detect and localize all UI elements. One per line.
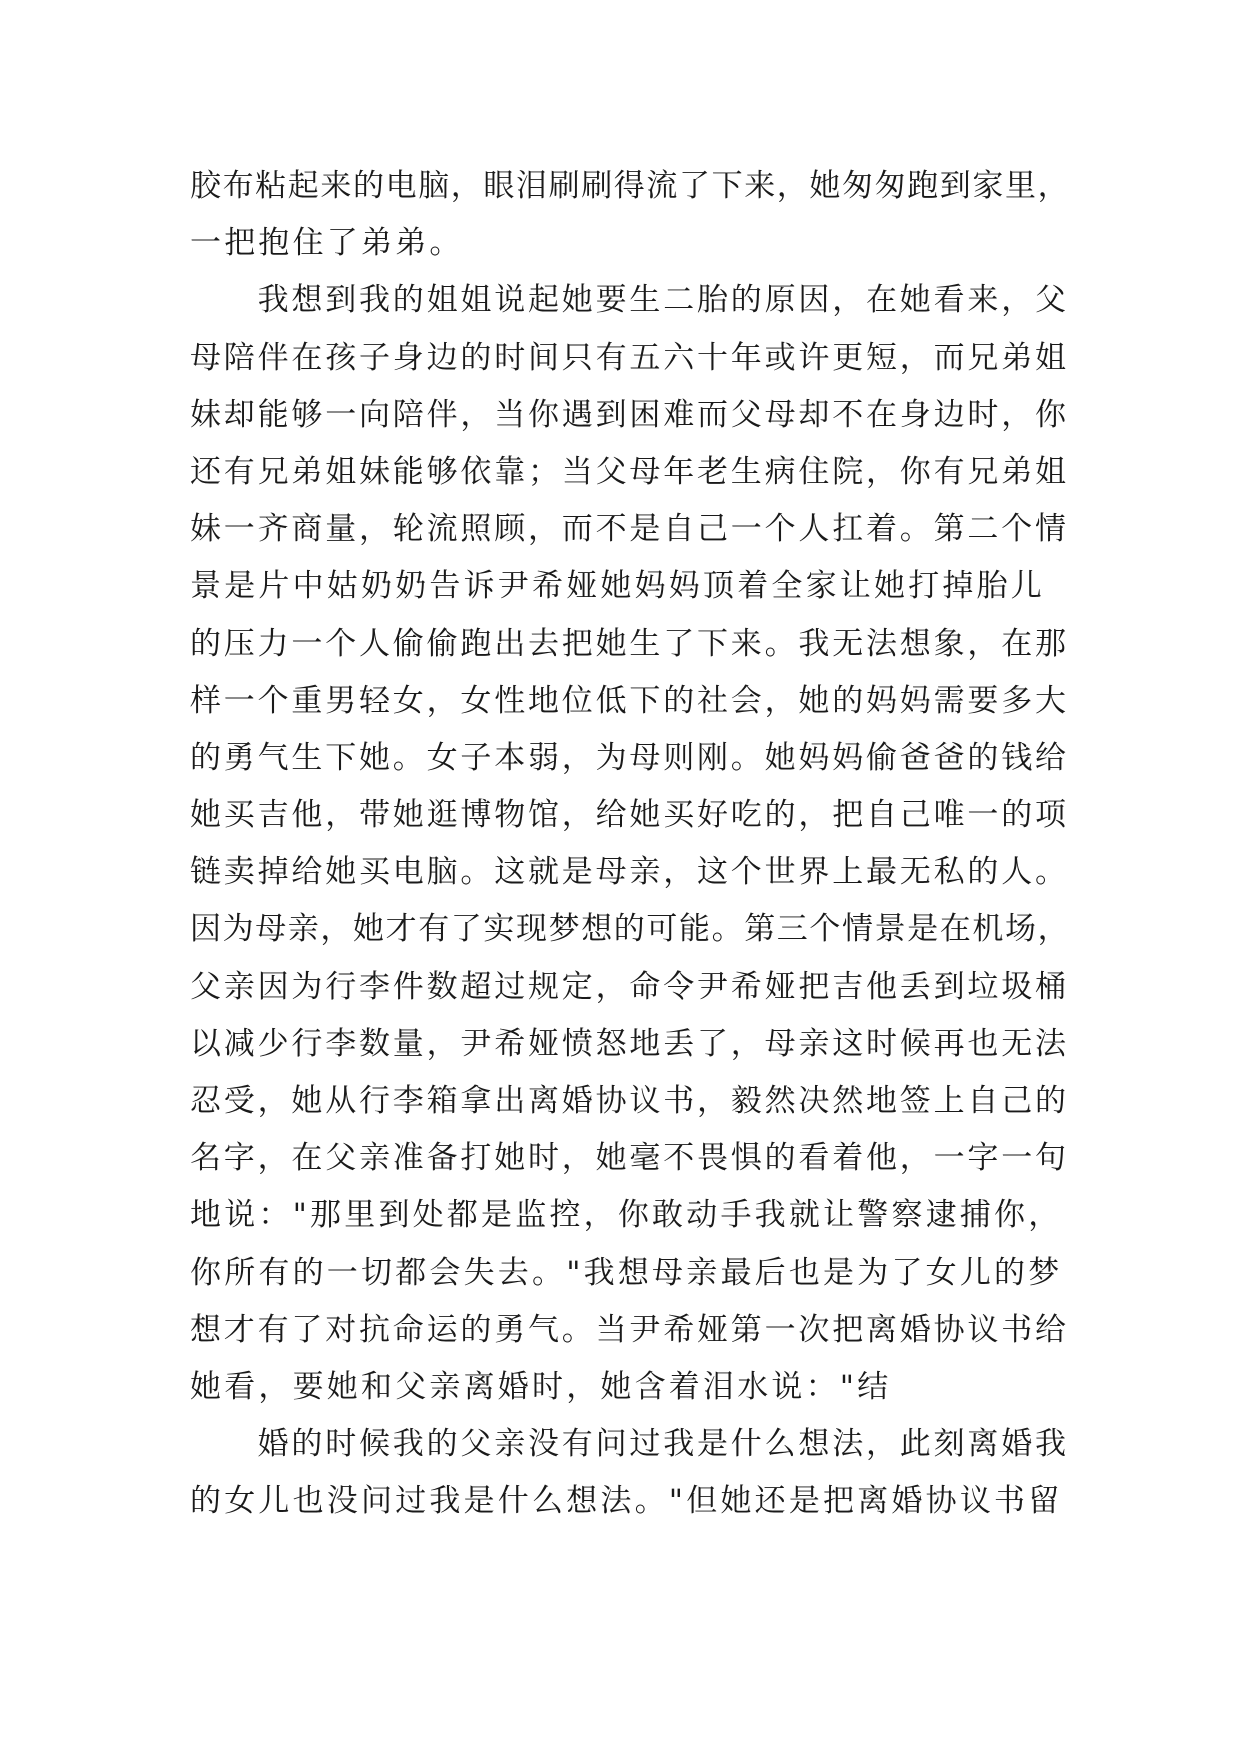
text-line: 妹一齐商量，轮流照顾，而不是自己一个人扛着。第二个情: [190, 511, 1069, 548]
text-line: 样一个重男轻女，女性地位低下的社会，她的妈妈需要多大: [190, 682, 1069, 719]
text-line: 她看，要她和父亲离婚时，她含着泪水说："结: [190, 1368, 892, 1405]
text-line: 链卖掉给她买电脑。这就是母亲，这个世界上最无私的人。: [190, 854, 1069, 891]
text-line: 因为母亲，她才有了实现梦想的可能。第三个情景是在机场，: [190, 911, 1071, 948]
text-line: 婚的时候我的父亲没有问过我是什么想法，此刻离婚我: [190, 1426, 1069, 1463]
text-line: 的勇气生下她。女子本弱，为母则刚。她妈妈偷爸爸的钱给: [190, 739, 1069, 776]
text-line: 你所有的一切都会失去。"我想母亲最后也是为了女儿的梦: [190, 1254, 1063, 1291]
text-line: 我想到我的姐姐说起她要生二胎的原因，在她看来，父: [190, 282, 1069, 319]
text-line: 的女儿也没问过我是什么想法。"但她还是把离婚协议书留: [190, 1483, 1063, 1520]
text-line: 忍受，她从行李箱拿出离婚协议书，毅然决然地签上自己的: [190, 1083, 1069, 1119]
body-text: [190, 158, 1070, 1531]
text-line: 还有兄弟姐妹能够依靠；当父母年老生病住院，你有兄弟姐: [190, 453, 1069, 490]
text-line: 父亲因为行李件数超过规定，命令尹希娅把吉他丢到垃圾桶: [190, 968, 1069, 1005]
text-line: 的压力一个人偷偷跑出去把她生了下来。我无法想象，在那: [190, 625, 1069, 662]
text-line: 她买吉他，带她逛博物馆，给她买好吃的，把自己唯一的项: [190, 797, 1069, 834]
text-line: 一把抱住了弟弟。: [190, 225, 464, 262]
text-line: 母陪伴在孩子身边的时间只有五六十年或许更短，而兄弟姐: [190, 339, 1069, 376]
text-line: 以减少行李数量，尹希娅愤怒地丢了，母亲这时候再也无法: [190, 1025, 1069, 1062]
text-line: 胶布粘起来的电脑，眼泪刷刷得流了下来，她匆匆跑到家里，: [190, 168, 1071, 204]
text-line: 想才有了对抗命运的勇气。当尹希娅第一次把离婚协议书给: [190, 1311, 1069, 1348]
text-line: 景是片中姑奶奶告诉尹希娅她妈妈顶着全家让她打掉胎儿: [190, 568, 1045, 605]
text-line: 名字，在父亲准备打她时，她毫不畏惧的看着他，一字一句: [190, 1140, 1069, 1177]
text-line: 地说："那里到处都是监控，你敢动手我就让警察逮捕你，: [190, 1197, 1063, 1234]
text-line: 妹却能够一向陪伴，当你遇到困难而父母却不在身边时，你: [190, 396, 1069, 433]
